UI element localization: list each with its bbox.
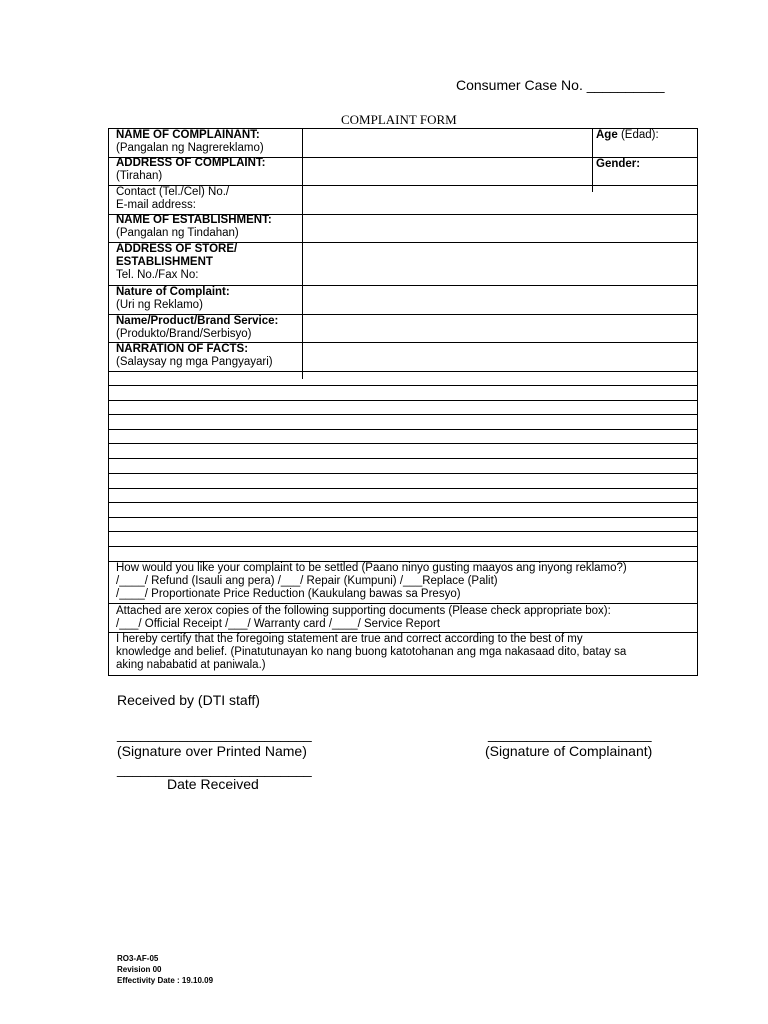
field-narration: NARRATION OF FACTS: (Salaysay ng mga Pangyayari) bbox=[116, 343, 273, 368]
date-line: _________________________ bbox=[117, 761, 312, 777]
field-contact: Contact (Tel./Cel) No./ E-mail address: bbox=[116, 186, 230, 211]
field-nature-of-complaint: Nature of Complaint: (Uri ng Reklamo) bbox=[116, 286, 230, 311]
narration-line bbox=[108, 546, 698, 547]
field-gender: Gender: bbox=[596, 158, 641, 170]
consumer-case-no: Consumer Case No. __________ bbox=[456, 77, 665, 93]
field-store-address: ADDRESS OF STORE/ ESTABLISHMENT Tel. No./Fax No: bbox=[116, 243, 238, 281]
section-divider bbox=[108, 603, 698, 604]
column-divider bbox=[302, 128, 303, 379]
field-complainant-address: ADDRESS OF COMPLAINT: (Tirahan) bbox=[116, 157, 266, 182]
narration-line bbox=[108, 414, 698, 415]
narration-line bbox=[108, 502, 698, 503]
received-by-label: Received by (DTI staff) bbox=[117, 692, 260, 708]
complainant-signature-label: (Signature of Complainant) bbox=[485, 743, 653, 759]
form-footer bbox=[117, 953, 213, 986]
narration-line bbox=[108, 443, 698, 444]
narration-line bbox=[108, 517, 698, 518]
signature-line-complainant: _____________________ bbox=[488, 726, 652, 742]
field-age: Age (Edad): bbox=[596, 129, 659, 141]
narration-line bbox=[108, 385, 698, 386]
column-divider bbox=[592, 128, 593, 192]
narration-line bbox=[108, 400, 698, 401]
printed-name-label: (Signature over Printed Name) bbox=[117, 743, 307, 759]
form-effectivity: Effectivity Date : 19.10.09 bbox=[117, 976, 214, 985]
form-title: COMPLAINT FORM bbox=[341, 112, 457, 127]
narration-line bbox=[108, 371, 698, 372]
documents-section: Attached are xerox copies of the following supporting documents (Please check appropriate box): /___/ Official Receipt /___/ Warranty card /____/ Service Report bbox=[116, 605, 611, 630]
field-product: Name/Product/Brand Service: (Produkto/Brand/Serbisyo) bbox=[116, 315, 279, 340]
form-code: RO3-AF-05 bbox=[117, 954, 159, 963]
narration-line bbox=[108, 429, 698, 430]
form-revision: Revision 00 bbox=[117, 965, 162, 974]
narration-line bbox=[108, 488, 698, 489]
date-received-label: Date Received bbox=[167, 776, 259, 792]
field-complainant-name: NAME OF COMPLAINANT: (Pangalan ng Nagrereklamo) bbox=[116, 129, 264, 154]
certification-section: I hereby certify that the foregoing statement are true and correct according to the best of my knowledge and belief. (Pinatutunayan ko nang buong katotohanan ang mga nakasaad dito, batay sa aking nababatid at paniwala.) bbox=[116, 633, 627, 671]
narration-line bbox=[108, 473, 698, 474]
narration-line bbox=[108, 458, 698, 459]
narration-line bbox=[108, 531, 698, 532]
signature-line-staff: _________________________ bbox=[117, 726, 312, 742]
settlement-section: How would you like your complaint to be settled (Paano ninyo gusting maayos ang inyong reklamo?) /____/ Refund (Isauli ang pera) /___/ Repair (Kumpuni) /___Replace (Palit) /____/ Proportionate Price Reduction (Kaukulang bawas sa Presyo) bbox=[116, 562, 627, 600]
field-establishment-name: NAME OF ESTABLISHMENT: (Pangalan ng Tindahan) bbox=[116, 214, 272, 239]
